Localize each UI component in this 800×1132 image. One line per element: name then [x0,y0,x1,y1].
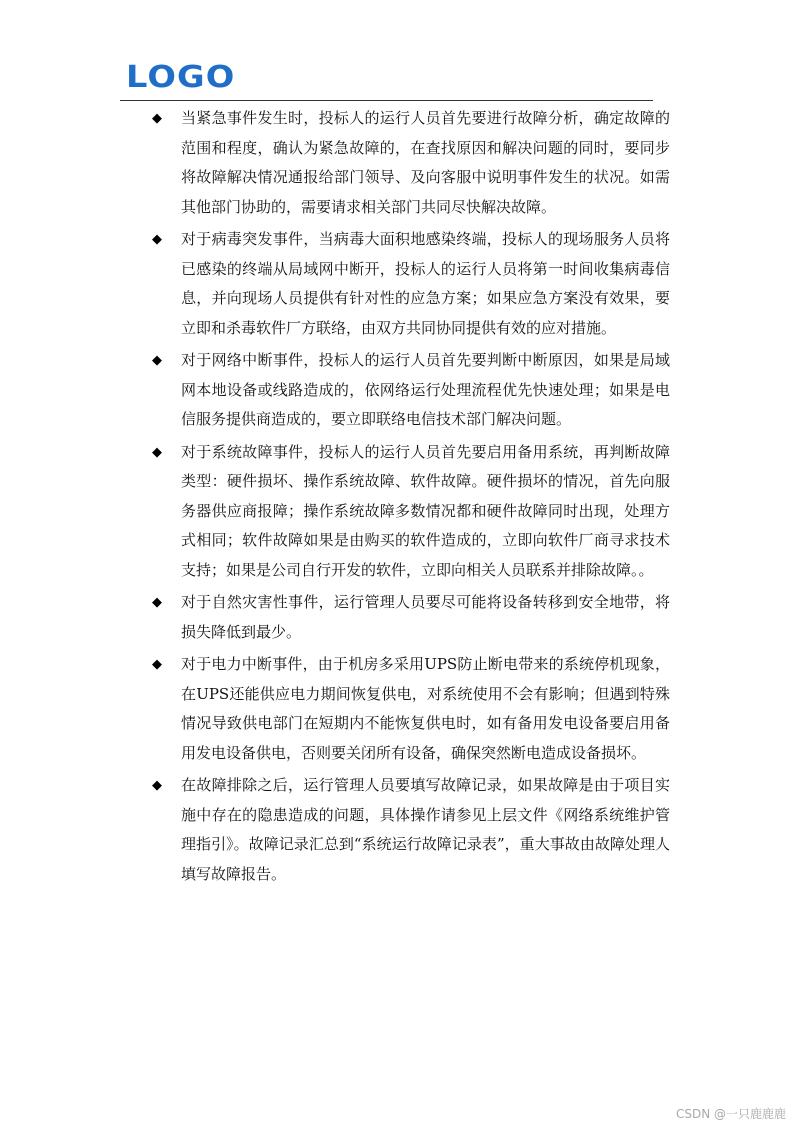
list-item-text: 在故障排除之后，运行管理人员要填写故障记录，如果故障是由于项目实施中存在的隐患造成的问题，具体操作请参见上层文件《网络系统维护管理指引》。故障记录汇总到“系统运行故障记录表”，重大事故由故障处理人填写故障报告。 [181,776,670,883]
diamond-bullet-icon: ◆ [152,111,162,126]
list-item-text: 对于自然灾害性事件，运行管理人员要尽可能将设备转移到安全地带，将损失降低到最少。 [181,593,670,641]
watermark: CSDN @一只鹿鹿鹿 [675,1107,786,1121]
list-item-text: 对于系统故障事件，投标人的运行人员首先要启用备用系统，再判断故障类型：硬件损坏、操作系统故障、软件故障。硬件损坏的情况，首先向服务器供应商报障；操作系统故障多数情况都和硬件故障同时出现，处理方式相同；软件故障如果是由购买的软件造成的，立即向软件厂商寻求技术支持；如果是公司自行开发的软件，立即向相关人员联系并排除故障。。 [181,442,670,579]
list-item [150,104,670,222]
diamond-bullet-icon: ◆ [152,657,162,672]
list-item [150,438,670,586]
diamond-bullet-icon: ◆ [152,595,162,610]
list-item-text: 当紧急事件发生时，投标人的运行人员首先要进行故障分析，确定故障的范围和程度，确认为紧急故障的，在查找原因和解决问题的同时，要同步将故障解决情况通报给部门领导、及向客服中说明事件发生的状况。如需其他部门协助的，需要请求相关部门共同尽快解决故障。 [181,109,670,216]
diamond-bullet-icon: ◆ [152,778,162,793]
list-item-text: 对于电力中断事件，由于机房多采用UPS防止断电带来的系统停机现象，在UPS还能供应电力期间恢复供电，对系统使用不会有影响；但遇到特殊情况导致供电部门在短期内不能恢复供电时，如有备用发电设备要启用备用发电设备供电，否则要关闭所有设备，确保突然断电造成设备损坏。 [181,655,670,762]
page-header [120,58,653,101]
list-item [150,650,670,768]
list-item [150,588,670,647]
list-item [150,346,670,435]
logo: LOGO [126,60,236,95]
diamond-bullet-icon: ◆ [152,232,162,247]
list-item-text: 对于病毒突发事件，当病毒大面积地感染终端，投标人的现场服务人员将已感染的终端从局域网中断开，投标人的运行人员将第一时间收集病毒信息，并向现场人员提供有针对性的应急方案；如果应急方案没有效果，要立即和杀毒软件厂方联络，由双方共同协同提供有效的应对措施。 [181,230,670,337]
diamond-bullet-icon: ◆ [152,353,162,368]
diamond-bullet-icon: ◆ [152,444,162,460]
list-item [150,771,670,889]
list-item [150,225,670,343]
list-item-text: 对于网络中断事件，投标人的运行人员首先要判断中断原因，如果是局域网本地设备或线路造成的，依网络运行处理流程优先快速处理；如果是电信服务提供商造成的，要立即联络电信技术部门解决问题。 [181,351,670,428]
document-body [150,104,670,892]
